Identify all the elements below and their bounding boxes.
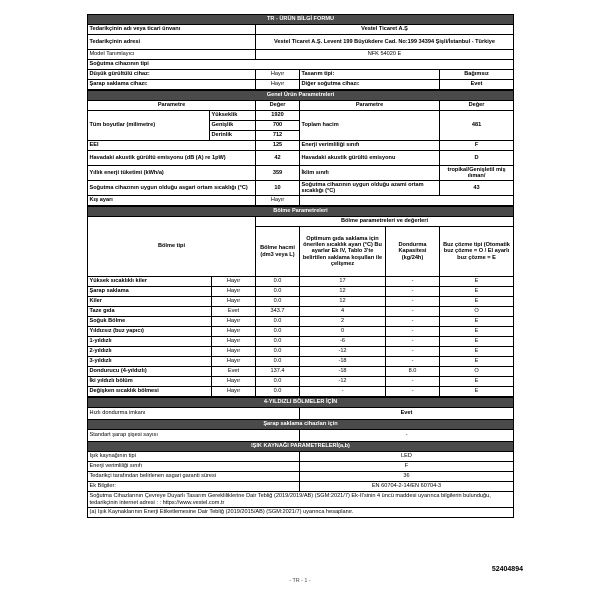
compartment-volume: 0.0: [256, 377, 300, 387]
compartment-name: 2-yıldızlı: [88, 347, 212, 357]
compartment-name: İki yıldızlı bölüm: [88, 377, 212, 387]
col-value: Değer: [256, 101, 300, 111]
noise-db-label: Havadaki akustik gürültü emisyonu (dB (A) re 1pW): [88, 151, 256, 166]
compartment-row: [88, 287, 514, 297]
fast-freeze-label: Hızlı dondurma imkanı: [88, 408, 300, 420]
type-row-label: Şarap saklama cihazı:: [88, 80, 256, 90]
supplier-name: Vestel Ticaret A.Ş: [256, 25, 514, 35]
wine-bottles-label: Standart şarap şişesi sayısı: [88, 430, 300, 442]
climate-class-label: İklim sınıfı: [300, 166, 440, 181]
compartment-temperature: -18: [300, 367, 386, 377]
col-freezing-capacity: Dondurma Kapasitesi (kg/24h): [386, 227, 440, 277]
compartment-volume: 0.0: [256, 317, 300, 327]
compartment-row: [88, 367, 514, 377]
compartment-defrost: O: [440, 367, 514, 377]
compartment-present: Hayır: [212, 327, 256, 337]
compartment-defrost: E: [440, 387, 514, 397]
fast-freeze-value: Evet: [300, 408, 514, 420]
light-type-value: LED: [300, 452, 514, 462]
compartment-row: [88, 337, 514, 347]
winter-setting-value: Hayır: [256, 196, 300, 206]
compartment-capacity: -: [386, 357, 440, 367]
depth-label: Derinlik: [210, 131, 256, 141]
general-params-table: [87, 90, 514, 206]
compartment-volume: 137.4: [256, 367, 300, 377]
compartment-capacity: -: [386, 287, 440, 297]
compartment-defrost: E: [440, 327, 514, 337]
min-ambient-value: 10: [256, 181, 300, 196]
light-type-label: Işık kaynağının tipi: [88, 452, 300, 462]
compartment-rows: [88, 277, 514, 397]
type-row-label: Tasarım tipi:: [300, 70, 440, 80]
compartment-defrost: E: [440, 317, 514, 327]
compartment-capacity: -: [386, 307, 440, 317]
product-info-form: [87, 14, 513, 518]
compartment-present: Evet: [212, 307, 256, 317]
compartment-temperature: 12: [300, 297, 386, 307]
compartment-present: Hayır: [212, 357, 256, 367]
compartment-name: Yıldızsız (buz yapıcı): [88, 327, 212, 337]
compartment-temperature: 0: [300, 327, 386, 337]
noise-class-value: D: [440, 151, 514, 166]
compartment-capacity: -: [386, 317, 440, 327]
compartment-name: Yüksek sıcaklıklı kiler: [88, 277, 212, 287]
type-row-label: Diğer soğutma cihazı:: [300, 80, 440, 90]
max-ambient-value: 43: [440, 181, 514, 196]
compartment-temperature: -12: [300, 377, 386, 387]
appliance-type-label: Soğutma cihazının tipi: [88, 60, 514, 70]
wine-header: Şarap saklama cihazları için: [88, 420, 514, 430]
compartment-volume: 0.0: [256, 337, 300, 347]
compartment-name: Soğuk Bölme: [88, 317, 212, 327]
compartment-defrost: E: [440, 287, 514, 297]
compartment-capacity: -: [386, 337, 440, 347]
compartment-defrost: E: [440, 277, 514, 287]
header-table: [87, 14, 514, 90]
compartment-capacity: -: [386, 377, 440, 387]
wine-bottles-value: -: [300, 430, 514, 442]
light-class-value: F: [300, 462, 514, 472]
additional-info-label: Ek Bilgiler:: [88, 482, 300, 492]
col-parameter: Parametre: [300, 101, 440, 111]
compartment-capacity: 8.0: [386, 367, 440, 377]
light-source-header: IŞIK KAYNAĞI PARAMETRELERİ(a,b): [88, 442, 514, 452]
compartment-volume: 0.0: [256, 347, 300, 357]
compartment-temperature: 4: [300, 307, 386, 317]
col-volume: Bölme hacmi (dm3 veya L): [256, 227, 300, 277]
light-class-label: Enerji verimliliği sınıfı: [88, 462, 300, 472]
compartment-capacity: -: [386, 297, 440, 307]
energy-class-label: Enerji verimliliği sınıfı: [300, 141, 440, 151]
compartment-defrost: E: [440, 297, 514, 307]
compartment-row: [88, 307, 514, 317]
compartment-temperature: -6: [300, 337, 386, 347]
eei-value: 125: [256, 141, 300, 151]
compartment-present: Hayır: [212, 317, 256, 327]
supplier-name-label: Tedarikçinin adı veya ticari ünvanı: [88, 25, 256, 35]
compartment-name: Kiler: [88, 297, 212, 307]
warranty-value: 36: [300, 472, 514, 482]
total-volume-value: 481: [440, 111, 514, 141]
compartment-volume: 0.0: [256, 297, 300, 307]
compartment-temperature: -12: [300, 347, 386, 357]
four-star-header: 4-YILDIZLI BÖLMELER İÇİN: [88, 398, 514, 408]
width-label: Genişlik: [210, 121, 256, 131]
compartment-temperature: 2: [300, 317, 386, 327]
col-temperature: Optimum gıda saklama için önerilen sıcaklık ayarı (°C) Bu ayarlar Ek IV, Tablo 3'te belirtilen saklama koşulları ile çelişmez: [300, 227, 386, 277]
compartment-capacity: -: [386, 347, 440, 357]
type-row-value: Bağımsız: [440, 70, 514, 80]
compartment-temperature: -: [300, 387, 386, 397]
compartment-present: Hayır: [212, 277, 256, 287]
col-compartment-type: Bölme tipi: [88, 217, 256, 277]
compartment-present: Hayır: [212, 337, 256, 347]
max-ambient-label: Soğutma cihazının uygun olduğu azami ortam sıcaklığı (°C): [300, 181, 440, 196]
height-label: Yükseklik: [210, 111, 256, 121]
model-label: Model Tanımlayıcı: [88, 50, 256, 60]
compartment-row: [88, 347, 514, 357]
compartment-header: Bölme Parametreleri: [88, 207, 514, 217]
compartment-capacity: -: [386, 327, 440, 337]
depth-value: 712: [256, 131, 300, 141]
height-value: 1920: [256, 111, 300, 121]
compartment-present: Evet: [212, 367, 256, 377]
compartment-present: Hayır: [212, 377, 256, 387]
compartment-temperature: 12: [300, 287, 386, 297]
annual-energy-label: Yıllık enerji tüketimi (kWh/a): [88, 166, 256, 181]
compartment-name: Değişken sıcaklık bölmesi: [88, 387, 212, 397]
general-params-header: Genel Ürün Parametreleri: [88, 91, 514, 101]
compartment-name: Dondurucu (4-yıldızlı): [88, 367, 212, 377]
compartment-present: Hayır: [212, 297, 256, 307]
compartment-row: [88, 327, 514, 337]
climate-class-value: tropikal/Genişletil miş ılıman/: [440, 166, 514, 181]
type-row-value: Evet: [440, 80, 514, 90]
compartment-volume: 343.7: [256, 307, 300, 317]
annual-energy-value: 359: [256, 166, 300, 181]
dimensions-label: Tüm boyutlar (milimetre): [88, 111, 210, 141]
compartment-defrost: E: [440, 337, 514, 347]
compartment-temperature: -18: [300, 357, 386, 367]
total-volume-label: Toplam hacim: [300, 111, 440, 141]
compartment-present: Hayır: [212, 387, 256, 397]
compartment-name: Şarap saklama: [88, 287, 212, 297]
footnote-a: (a) Işık Kaynaklarının Enerji Etiketlemesine Dair Tebliğ (2019/2015/AB) (SGM:2021/7) uyarınca hesaplanır.: [88, 508, 514, 518]
compartment-row: [88, 357, 514, 367]
compartment-row: [88, 387, 514, 397]
compartment-name: 3-yıldızlı: [88, 357, 212, 367]
compartment-temperature: 17: [300, 277, 386, 287]
compartment-name: 1-yıldızlı: [88, 337, 212, 347]
width-value: 700: [256, 121, 300, 131]
compartment-defrost: O: [440, 307, 514, 317]
extra-table: [87, 397, 514, 518]
form-title: TR - ÜRÜN BİLGİ FORMU: [88, 15, 514, 25]
col-defrost-type: Buz çözme tipi (Otomatik buz çözme = O / El ayarlı buz çözme = E: [440, 227, 514, 277]
compartment-volume: 0.0: [256, 327, 300, 337]
type-row-label: Düşük gürültülü cihaz:: [88, 70, 256, 80]
regulation-note: Soğutma Cihazlarının Çevreye Duyarlı Tasarım Gerekliliklerine Dair Tebliğ (2019/2019/AB) (SGM:2021/7) Ek-II'sinin 4 üncü maddesi uyarınca bilgilerin bulunduğu, tedarikçinin internet adresi : : https://www.vestel.com.tr: [88, 492, 514, 508]
compartment-defrost: E: [440, 347, 514, 357]
compartment-volume: 0.0: [256, 287, 300, 297]
compartment-defrost: E: [440, 377, 514, 387]
eei-label: EEI: [88, 141, 256, 151]
compartment-row: [88, 377, 514, 387]
empty-cell: [300, 196, 514, 206]
compartment-volume: 0.0: [256, 277, 300, 287]
noise-db-value: 42: [256, 151, 300, 166]
winter-setting-label: Kış ayarı: [88, 196, 256, 206]
type-row-value: Hayır: [256, 80, 300, 90]
min-ambient-label: Soğutma cihazının uygun olduğu asgari ortam sıcaklığı (°C): [88, 181, 256, 196]
model-value: NFK 54020 E: [256, 50, 514, 60]
document-code: 52404894: [491, 566, 523, 573]
compartment-present: Hayır: [212, 347, 256, 357]
compartment-capacity: -: [386, 277, 440, 287]
page-number: - TR - 1 -: [289, 578, 311, 584]
col-parameter: Parametre: [88, 101, 256, 111]
compartment-name: Taze gıda: [88, 307, 212, 317]
additional-info-value: EN 60704-2-14/EN 60704-3: [300, 482, 514, 492]
compartment-row: [88, 277, 514, 287]
compartment-volume: 0.0: [256, 357, 300, 367]
compartment-table: [87, 206, 514, 397]
type-row-value: Hayır: [256, 70, 300, 80]
warranty-label: Tedarikçi tarafından belirlenen asgari garanti süresi: [88, 472, 300, 482]
compartment-present: Hayır: [212, 287, 256, 297]
supplier-address-label: Tedarikçinin adresi: [88, 35, 256, 50]
compartment-group-header: Bölme parametreleri ve değerleri: [256, 217, 514, 227]
compartment-defrost: E: [440, 357, 514, 367]
compartment-row: [88, 317, 514, 327]
compartment-capacity: -: [386, 387, 440, 397]
compartment-volume: 0.0: [256, 387, 300, 397]
supplier-address: Vestel Ticaret A.Ş. Levent 199 Büyükdere Cad. No:199 34394 Şişli/İstanbul - Türkiye: [256, 35, 514, 50]
col-value: Değer: [440, 101, 514, 111]
noise-class-label: Havadaki akustik gürültü emisyonu: [300, 151, 440, 166]
energy-class-value: F: [440, 141, 514, 151]
compartment-row: [88, 297, 514, 307]
